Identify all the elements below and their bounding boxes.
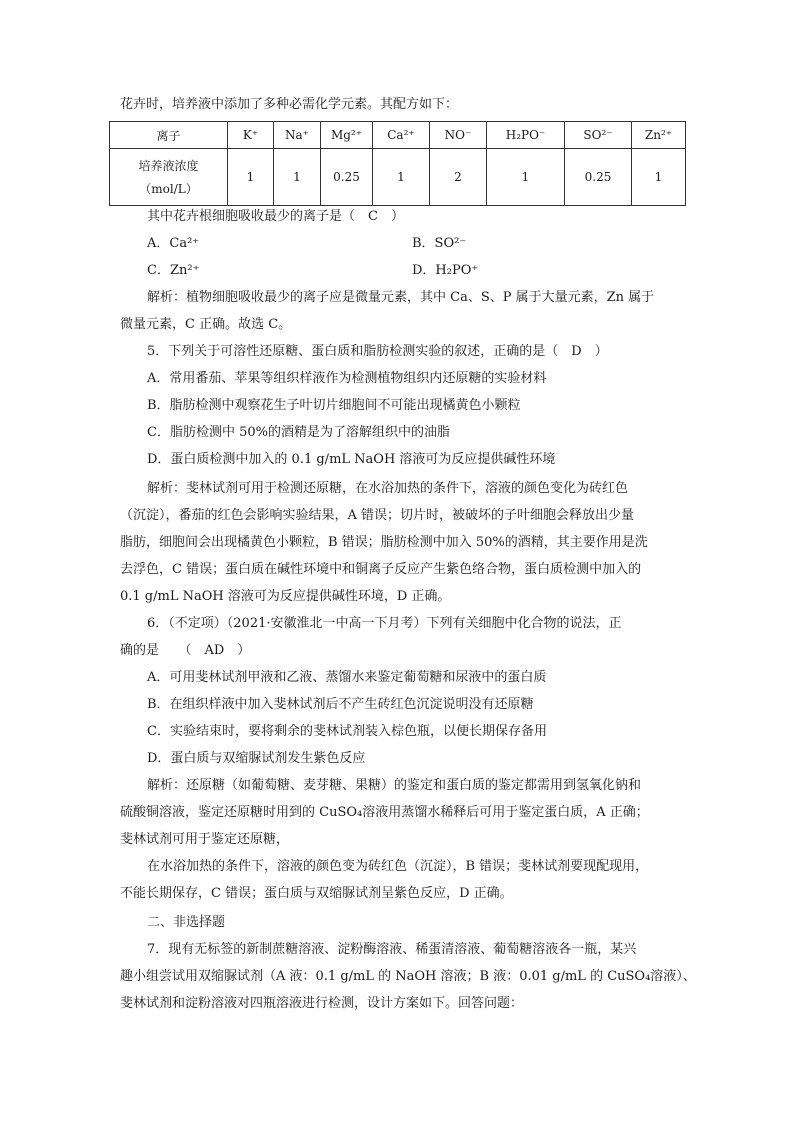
q5-analysis-line: （沉淀），番茄的红色会影响实验结果，A 错误；切片时，被破坏的子叶细胞会释放出少量 bbox=[120, 508, 635, 523]
table-cell: 1 bbox=[274, 149, 321, 206]
table-header-cell: NO⁻ bbox=[430, 122, 487, 149]
q5-stem: 5．下列关于可溶性还原糖、蛋白质和脂肪检测实验的叙述，正确的是（ D ） bbox=[147, 344, 608, 359]
q4-option-b: B．SO²⁻ bbox=[412, 236, 467, 251]
q6-option-b: B．在组织样液中加入斐林试剂后不产生砖红色沉淀说明没有还原糖 bbox=[147, 697, 534, 712]
q5-option-c: C．脂肪检测中 50%的酒精是为了溶解组织中的油脂 bbox=[147, 425, 450, 440]
table-cell: 2 bbox=[430, 149, 487, 206]
q4-stem: 其中花卉根细胞吸收最少的离子是（ C ） bbox=[147, 209, 404, 224]
q5-analysis-line: 解析：斐林试剂可用于检测还原糖，在水浴加热的条件下，溶液的颜色变化为砖红色 bbox=[147, 481, 629, 496]
q4-option-c: C．Zn²⁺ bbox=[147, 263, 200, 278]
table-row bbox=[110, 149, 686, 206]
table-header-cell: K⁺ bbox=[228, 122, 274, 149]
table-cell: 1 bbox=[487, 149, 565, 206]
table-header-cell: H₂PO⁻ bbox=[487, 122, 565, 149]
q4-analysis-line: 微量元素，C 正确。故选 C。 bbox=[120, 317, 292, 332]
q5-option-b: B．脂肪检测中观察花生子叶切片细胞间不可能出现橘黄色小颗粒 bbox=[147, 398, 521, 413]
q5-analysis-line: 脂肪，细胞间会出现橘黄色小颗粒，B 错误；脂肪检测中加入 50%的酒精，其主要作用是洗 bbox=[120, 535, 648, 550]
table-header-cell: 离子 bbox=[110, 122, 228, 149]
q7-stem-line: 斐林试剂和淀粉溶液对四瓶溶液进行检测，设计方案如下。回答问题： bbox=[120, 996, 524, 1011]
q5-option-a: A．常用番茄、苹果等组织样液作为检测植物组织内还原糖的实验材料 bbox=[147, 371, 547, 386]
q6-stem-cont: 确的是 （ AD ） bbox=[120, 643, 251, 658]
q6-option-c: C．实验结束时，要将剩余的斐林试剂装入棕色瓶，以便长期保存备用 bbox=[147, 724, 547, 739]
q6-analysis-line: 硫酸铜溶液，鉴定还原糖时用到的 CuSO₄溶液用蒸馏水稀释后可用于鉴定蛋白质，A 正确； bbox=[120, 805, 649, 820]
q6-analysis-line: 斐林试剂可用于鉴定还原糖， bbox=[120, 832, 290, 847]
table-cell: 0.25 bbox=[565, 149, 632, 206]
q7-stem-line: 趣小组尝试用双缩脲试剂（A 液：0.1 g/mL 的 NaOH 溶液；B 液：0.01 g/mL 的 CuSO₄溶液）、 bbox=[120, 969, 696, 984]
table-header-cell: Mg²⁺ bbox=[321, 122, 373, 149]
row-label-unit: （mol/L） bbox=[139, 182, 198, 196]
table-cell: 1 bbox=[228, 149, 274, 206]
table-cell: 1 bbox=[632, 149, 686, 206]
q6-option-a: A．可用斐林试剂甲液和乙液、蒸馏水来鉴定葡萄糖和尿液中的蛋白质 bbox=[147, 670, 547, 685]
table-cell: 1 bbox=[373, 149, 430, 206]
intro-text: 花卉时，培养液中添加了多种必需化学元素。其配方如下： bbox=[120, 97, 459, 112]
ion-table bbox=[109, 121, 686, 206]
q6-analysis-line: 在水浴加热的条件下，溶液的颜色变为砖红色（沉淀），B 错误；斐林试剂要现配现用， bbox=[147, 859, 649, 874]
q6-analysis-line: 解析：还原糖（如葡萄糖、麦芽糖、果糖）的鉴定和蛋白质的鉴定都需用到氢氧化钠和 bbox=[147, 778, 642, 793]
table-header-cell: Ca²⁺ bbox=[373, 122, 430, 149]
q5-analysis-line: 0.1 g/mL NaOH 溶液可为反应提供碱性环境，D 正确。 bbox=[120, 589, 451, 604]
q5-analysis-line: 去浮色，C 错误；蛋白质在碱性环境中和铜离子反应产生紫色络合物，蛋白质检测中加入的 bbox=[120, 562, 642, 577]
table-header-cell: Zn²⁺ bbox=[632, 122, 686, 149]
table-header-cell: Na⁺ bbox=[274, 122, 321, 149]
q6-option-d: D．蛋白质与双缩脲试剂发生紫色反应 bbox=[147, 751, 366, 766]
q4-option-d: D．H₂PO⁺ bbox=[412, 263, 479, 278]
q5-option-d: D．蛋白质检测中加入的 0.1 g/mL NaOH 溶液可为反应提供碱性环境 bbox=[147, 452, 556, 467]
q4-option-a: A．Ca²⁺ bbox=[147, 236, 200, 251]
q7-stem-line: 7．现有无标签的新制蔗糖溶液、淀粉酶溶液、稀蛋清溶液、葡萄糖溶液各一瓶，某兴 bbox=[147, 942, 637, 957]
table-header-row bbox=[110, 122, 686, 149]
q6-stem: 6．（不定项）（2021·安徽淮北一中高一下月考）下列有关细胞中化合物的说法，正 bbox=[147, 616, 622, 631]
table-header-cell: SO²⁻ bbox=[565, 122, 632, 149]
q4-analysis-line: 解析：植物细胞吸收最少的离子应是微量元素，其中 Ca、S、P 属于大量元素，Zn 属于 bbox=[147, 290, 655, 305]
row-label-cell bbox=[110, 149, 228, 206]
q6-analysis-line: 不能长期保存，C 错误；蛋白质与双缩脲试剂呈紫色反应，D 正确。 bbox=[120, 886, 513, 901]
row-label-line: 培养液浓度 bbox=[138, 159, 199, 173]
section-heading: 二、非选择题 bbox=[147, 915, 226, 930]
table-cell: 0.25 bbox=[321, 149, 373, 206]
